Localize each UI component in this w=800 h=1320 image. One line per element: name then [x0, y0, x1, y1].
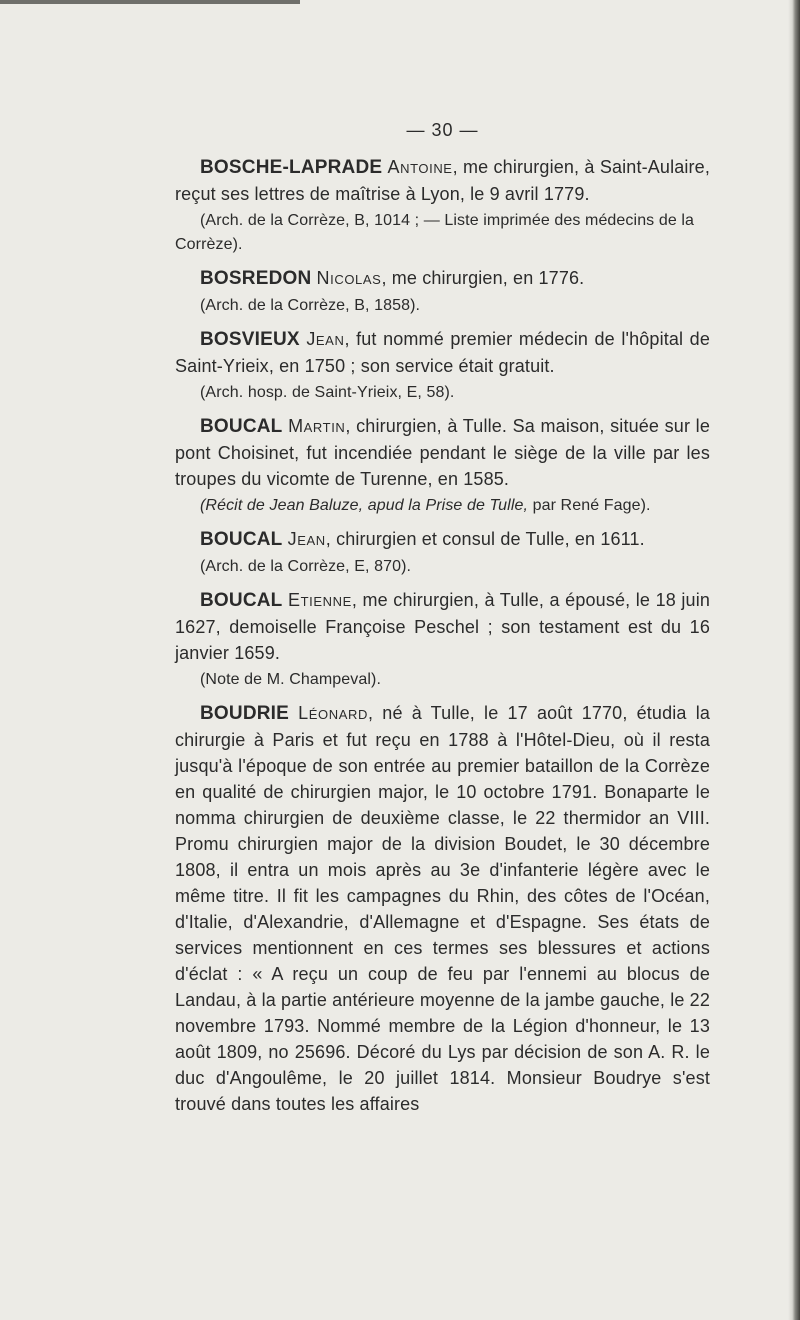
entry-body: , chirurgien, à Tulle. Sa maison, située sur le pont Choisinet, fut incendiée pendant le siège de la ville par les troupes du vicomte de Turenne, en 1585. — [175, 416, 710, 489]
entry-body: , me chirurgien, en 1776. — [381, 268, 585, 288]
entry-surname: BOUDRIE — [200, 703, 290, 724]
entry-body: , me chirurgien, à Saint-Aulaire, reçut ses lettres de maîtrise à Lyon, le 9 avril 1779. — [175, 157, 710, 204]
entry-body: , chirurgien et consul de Tulle, en 1611. — [325, 529, 645, 549]
entry-surname: BOSVIEUX — [200, 329, 300, 350]
entry-boudrie — [175, 700, 710, 1117]
page-number: — 30 — — [406, 120, 479, 140]
entry-boucal-jean — [175, 526, 710, 579]
entry-source — [175, 494, 710, 518]
entry-given-name: Jean — [306, 329, 345, 349]
entry-text — [175, 587, 710, 666]
entry-source: (Arch. de la Corrèze, B, 1014 ; — Liste imprimée des médecins de la Corrèze). — [175, 212, 695, 253]
entry-surname: BOUCAL — [200, 529, 283, 550]
entry-bosvieux — [175, 326, 710, 405]
entry-given-name: Léonard — [298, 703, 368, 723]
entry-text — [175, 326, 710, 379]
top-rule — [0, 0, 300, 4]
binding-edge — [788, 0, 800, 1320]
entry-boucal-etienne — [175, 587, 710, 692]
entry-source: (Arch. hosp. de Saint-Yrieix, E, 58). — [200, 384, 455, 401]
entry-text — [175, 700, 710, 1117]
entry-source: (Note de M. Champeval). — [200, 671, 382, 688]
entry-surname: BOUCAL — [200, 416, 283, 437]
entry-source: (Arch. de la Corrèze, E, 870). — [200, 558, 412, 575]
entry-given-name: Antoine — [387, 157, 453, 177]
entry-source-author: par René Fage). — [528, 497, 651, 514]
entry-body: , fut nommé premier médecin de l'hôpital de Saint-Yrieix, en 1750 ; son service était gratuit. — [175, 329, 711, 376]
entry-source: (Arch. de la Corrèze, B, 1858). — [200, 297, 421, 314]
entry-given-name: Nicolas — [316, 268, 382, 288]
entry-text — [175, 526, 710, 553]
entry-surname: BOSREDON — [200, 268, 312, 289]
entry-text — [175, 413, 710, 492]
entry-text — [175, 265, 710, 292]
entry-boucal-martin — [175, 413, 710, 518]
entry-surname: BOUCAL — [200, 590, 283, 611]
entry-given-name: Martin — [288, 416, 346, 436]
entry-bosche-laprade — [175, 154, 710, 257]
entry-surname: BOSCHE-LAPRADE — [200, 157, 383, 178]
entry-source-title: (Récit de Jean Baluze, apud la Prise de Tulle, — [200, 497, 529, 514]
entry-bosredon — [175, 265, 710, 318]
entry-text — [175, 154, 710, 207]
entry-given-name: Etienne — [287, 590, 352, 610]
entry-given-name: Jean — [287, 529, 326, 549]
entry-body: , me chirurgien, à Tulle, a épousé, le 18 juin 1627, demoiselle Françoise Peschel ; son testament est du 16 janvier 1659. — [175, 590, 711, 663]
entry-body: , né à Tulle, le 17 août 1770, étudia la chirurgie à Paris et fut reçu en 1788 à l'Hôtel-Dieu, où il resta jusqu'à l'époque de son entrée au premier bataillon de la Corrèze en qualité de chirurgien major, le 10 octobre 1791. Bonaparte le nomma chirurgien de deuxième classe, le 22 thermidor an VIII. Promu chirurgien major de la division Boudet, le 30 décembre 1808, il entra un mois après au 3e d'infanterie légère avec le même titre. Il fit les campagnes du Rhin, des côtes de l'Océan, d'Italie, d'Alexandrie, d'Allemagne et d'Espagne. Ses états de services mentionnent en ces termes ses blessures et actions d'éclat : « A reçu un coup de feu par l'ennemi au blocus de Landau, à la partie antérieure moyenne de la jambe gauche, le 22 novembre 1793. Nommé membre de la Légion d'honneur, le 13 août 1809, no 25696. Décoré du Lys par décision de son A. R. le duc d'Angoulême, le 20 juillet 1814. Monsieur Boudrye s'est trouvé dans toutes les affaires — [175, 703, 711, 1114]
page-content — [175, 118, 710, 1125]
